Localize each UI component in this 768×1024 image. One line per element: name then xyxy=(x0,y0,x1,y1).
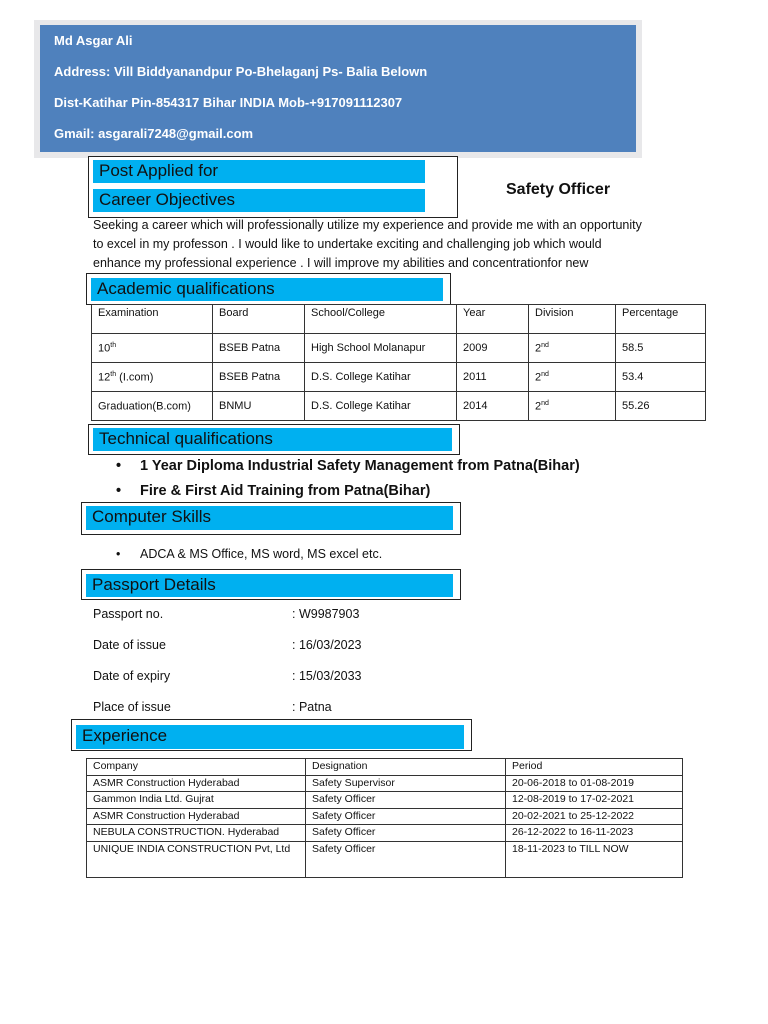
list-item: • Fire & First Aid Training from Patna(Bihar) xyxy=(116,479,580,504)
career-line: enhance my professional experience . I will improve my abilities and concentrationfor new xyxy=(93,256,589,270)
post-applied-heading: Post Applied for xyxy=(93,160,425,183)
division-cell: 2nd xyxy=(529,392,616,421)
career-objectives-text xyxy=(93,216,642,273)
company-cell: NEBULA CONSTRUCTION. Hyderabad xyxy=(87,825,306,842)
designation-cell: Safety Officer xyxy=(306,792,506,809)
period-cell: 20-02-2021 to 25-12-2022 xyxy=(506,808,683,825)
company-cell: Gammon India Ltd. Gujrat xyxy=(87,792,306,809)
period-cell: 20-06-2018 to 01-08-2019 xyxy=(506,775,683,792)
column-header: School/College xyxy=(305,305,457,334)
computer-heading: Computer Skills xyxy=(86,506,453,530)
school-cell: High School Molanapur xyxy=(305,334,457,363)
percentage-cell: 55.26 xyxy=(616,392,706,421)
period-cell: 26-12-2022 to 16-11-2023 xyxy=(506,825,683,842)
company-cell: ASMR Construction Hyderabad xyxy=(87,808,306,825)
passport-label: Date of issue xyxy=(93,638,166,652)
year-cell: 2011 xyxy=(457,363,529,392)
exam-cell: 10th xyxy=(92,334,213,363)
school-cell: D.S. College Katihar xyxy=(305,392,457,421)
percentage-cell: 53.4 xyxy=(616,363,706,392)
passport-label: Place of issue xyxy=(93,700,171,714)
column-header: Board xyxy=(213,305,305,334)
academic-heading: Academic qualifications xyxy=(91,278,443,301)
table-row-empty xyxy=(87,857,683,877)
board-cell: BSEB Patna xyxy=(213,363,305,392)
company-cell: ASMR Construction Hyderabad xyxy=(87,775,306,792)
board-cell: BSEB Patna xyxy=(213,334,305,363)
passport-heading: Passport Details xyxy=(86,574,453,597)
division-cell: 2nd xyxy=(529,334,616,363)
exam-cell: Graduation(B.com) xyxy=(92,392,213,421)
column-header: Period xyxy=(506,759,683,776)
board-cell: BNMU xyxy=(213,392,305,421)
passport-value: : 15/03/2033 xyxy=(292,669,362,683)
post-applied-value: Safety Officer xyxy=(506,181,611,198)
exam-cell: 12th (I.com) xyxy=(92,363,213,392)
passport-label: Passport no. xyxy=(93,607,164,621)
table-row xyxy=(87,775,683,792)
table-row xyxy=(87,825,683,842)
table-row xyxy=(87,808,683,825)
passport-value: : Patna xyxy=(292,700,332,714)
district-line: Dist-Katihar Pin-854317 Bihar INDIA Mob-+917091112307 xyxy=(54,95,403,110)
column-header: Division xyxy=(529,305,616,334)
list-item: • ADCA & MS Office, MS word, MS excel etc. xyxy=(116,545,382,563)
passport-value: : 16/03/2023 xyxy=(292,638,362,652)
column-header: Year xyxy=(457,305,529,334)
technical-list xyxy=(116,454,580,504)
address-line: Address: Vill Biddyanandpur Po-Bhelaganj Ps- Balia Belown xyxy=(54,64,428,79)
designation-cell: Safety Supervisor xyxy=(306,775,506,792)
experience-heading: Experience xyxy=(76,725,464,749)
list-item: • 1 Year Diploma Industrial Safety Management from Patna(Bihar) xyxy=(116,454,580,479)
computer-list xyxy=(116,545,382,563)
period-cell: 18-11-2023 to TILL NOW xyxy=(506,841,683,857)
career-line: Seeking a career which will professionally utilize my experience and provide me with an opportunity xyxy=(93,218,642,232)
table-row xyxy=(92,363,706,392)
column-header: Percentage xyxy=(616,305,706,334)
candidate-name: Md Asgar Ali xyxy=(54,33,133,48)
passport-value: : W9987903 xyxy=(292,607,360,621)
technical-heading: Technical qualifications xyxy=(93,428,452,451)
passport-label: Date of expiry xyxy=(93,669,171,683)
designation-cell: Safety Officer xyxy=(306,825,506,842)
year-cell: 2014 xyxy=(457,392,529,421)
table-header-row xyxy=(92,305,706,334)
percentage-cell: 58.5 xyxy=(616,334,706,363)
company-cell: UNIQUE INDIA CONSTRUCTION Pvt, Ltd xyxy=(87,841,306,857)
email-line: Gmail: asgarali7248@gmail.com xyxy=(54,126,254,141)
school-cell: D.S. College Katihar xyxy=(305,363,457,392)
table-row xyxy=(87,792,683,809)
designation-cell: Safety Officer xyxy=(306,808,506,825)
table-row xyxy=(92,334,706,363)
column-header: Company xyxy=(87,759,306,776)
year-cell: 2009 xyxy=(457,334,529,363)
table-row xyxy=(87,841,683,857)
designation-cell: Safety Officer xyxy=(306,841,506,857)
contact-header xyxy=(40,25,636,152)
table-header-row xyxy=(87,759,683,776)
table-row xyxy=(92,392,706,421)
period-cell: 12-08-2019 to 17-02-2021 xyxy=(506,792,683,809)
career-line: to excel in my professon . I would like to undertake exciting and challenging job which would xyxy=(93,237,602,251)
experience-table xyxy=(86,758,683,878)
academic-table xyxy=(91,304,706,421)
division-cell: 2nd xyxy=(529,363,616,392)
column-header: Designation xyxy=(306,759,506,776)
column-header: Examination xyxy=(92,305,213,334)
career-objectives-heading: Career Objectives xyxy=(93,189,425,212)
